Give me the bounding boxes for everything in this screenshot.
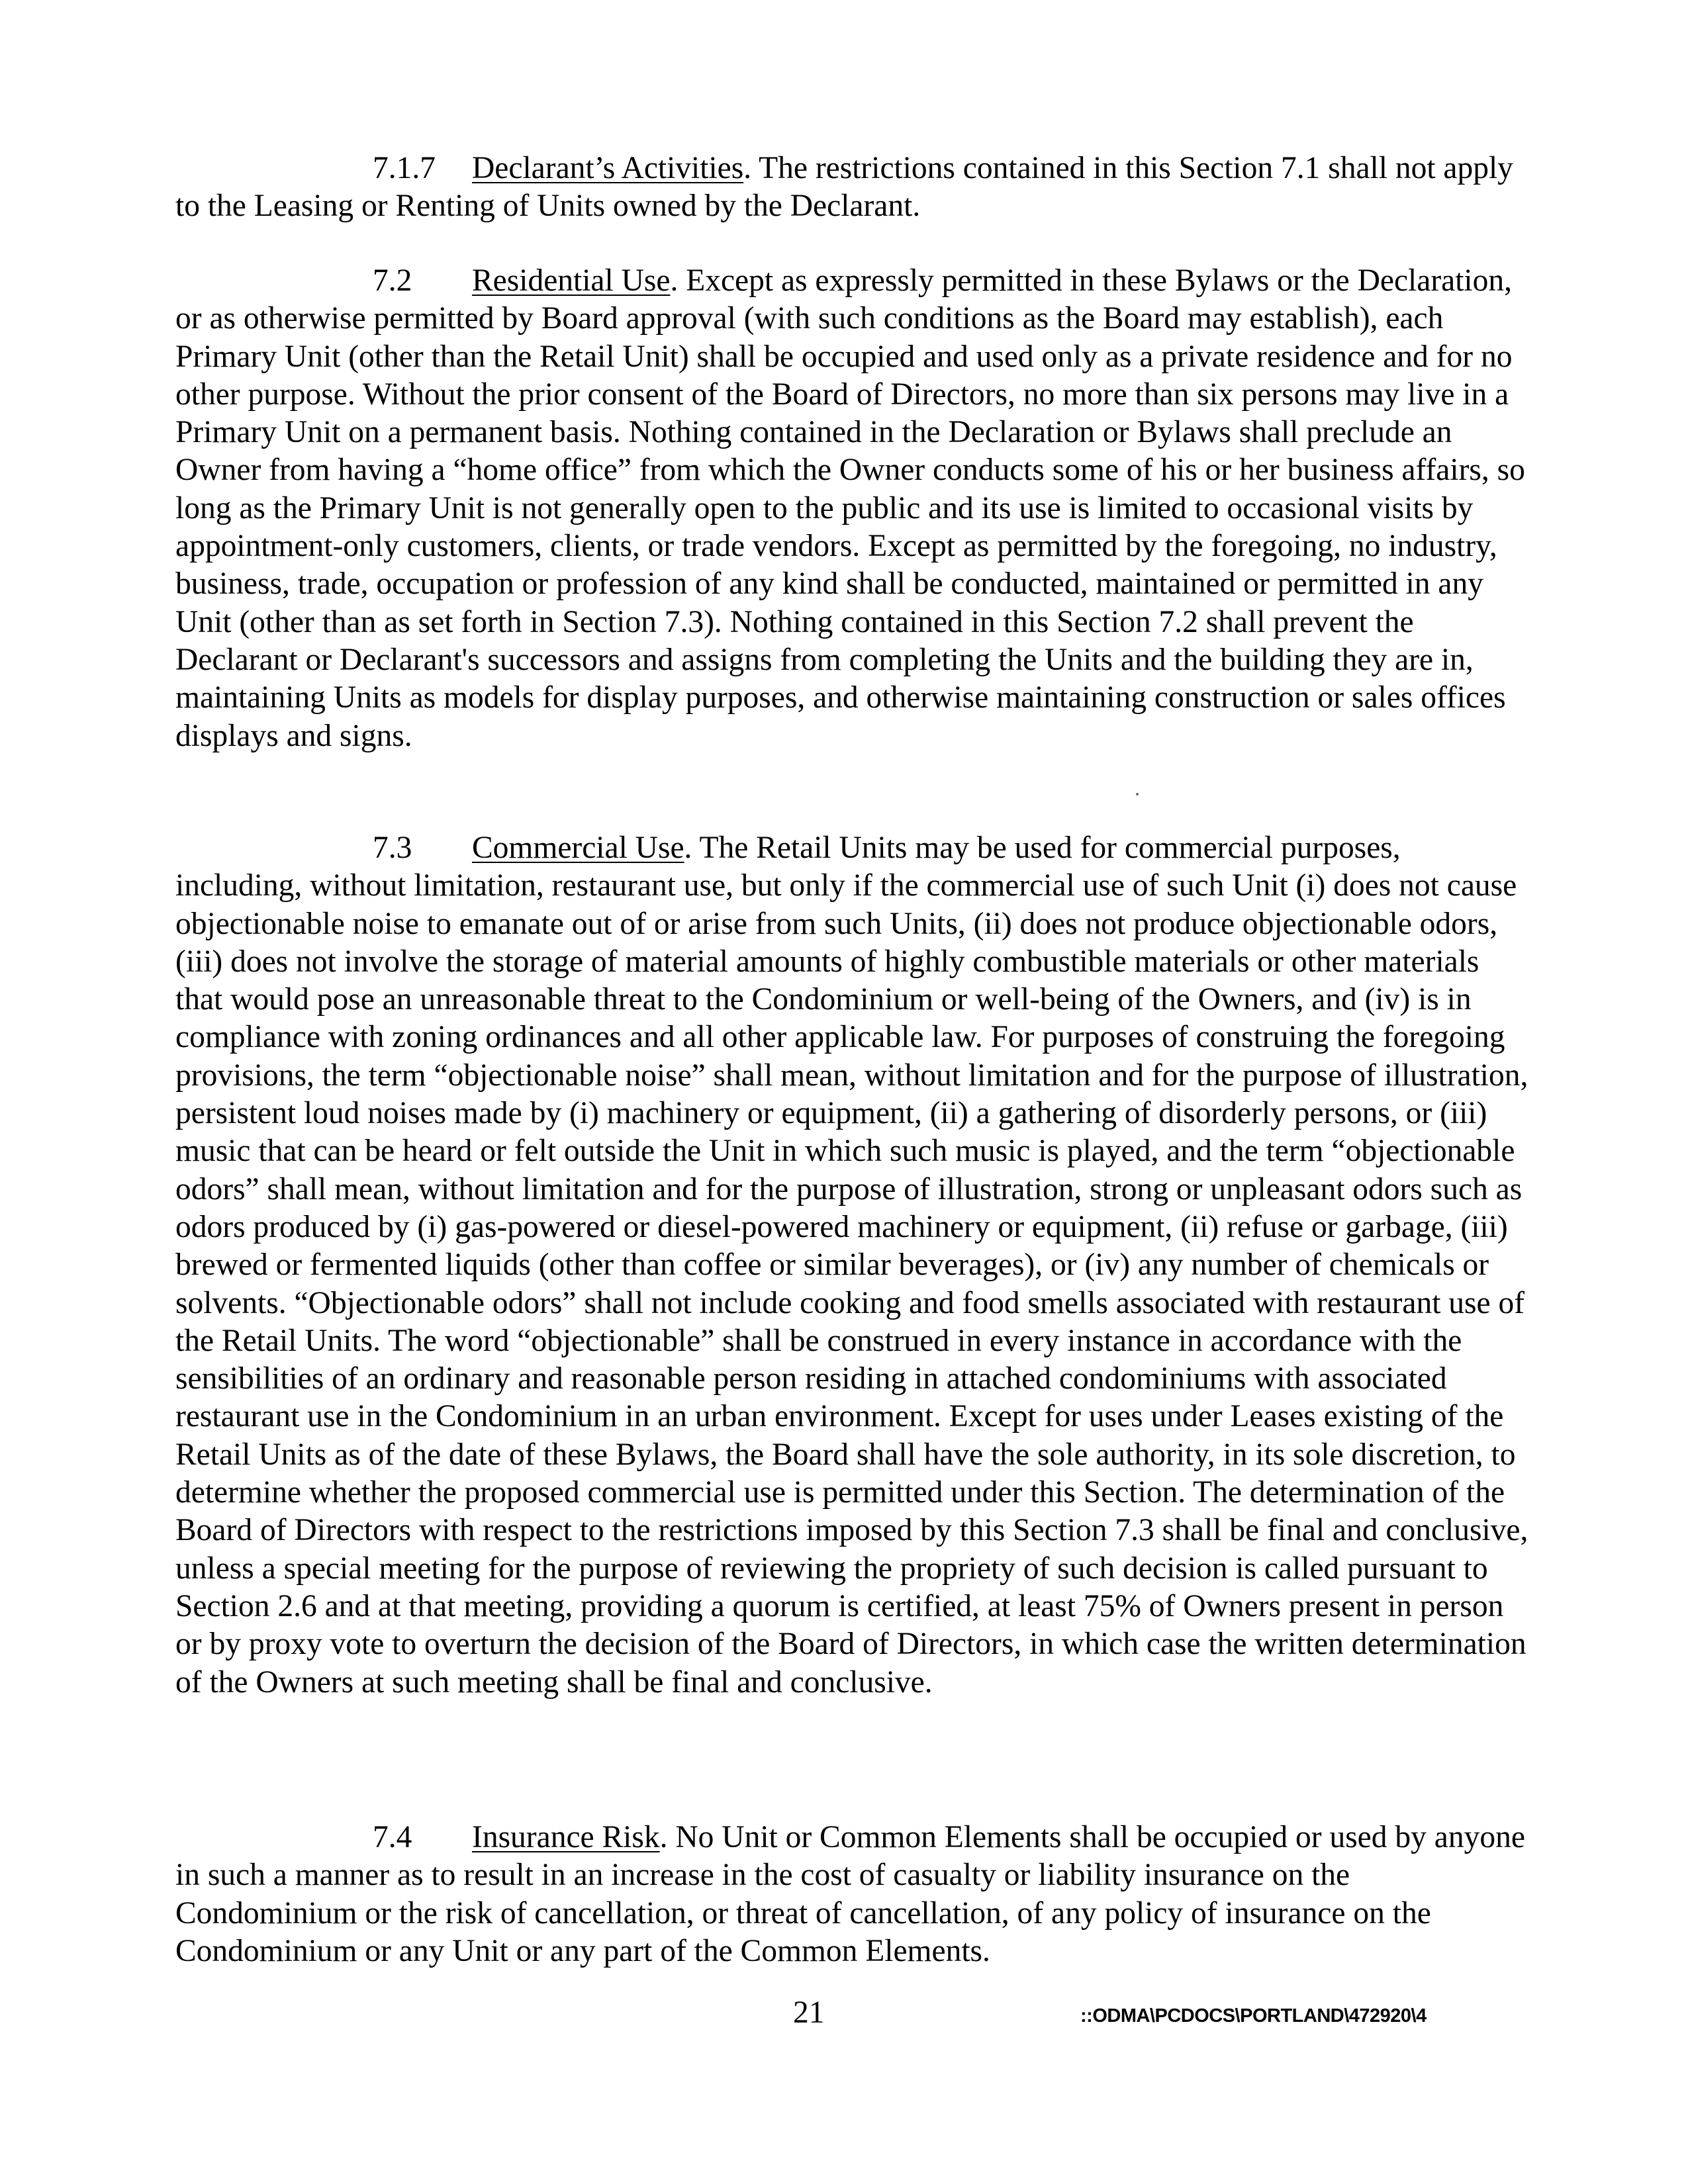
section-body: . Except as expressly permitted in these Bylaws or the Declaration, or as otherwise permitted by Board approval (with such conditions as the Board may establish), each Primary Unit (other than the Retail Unit) shall be occupied and used only as a private residence and for no other purpose. Without the prior consent of the Board of Directors, no more than six persons may live in a Primary Unit on a permanent basis. Nothing contained in the Declaration or Bylaws shall preclude an Owner from having a “home office” from which the Owner conducts some of his or her business affairs, so long as the Primary Unit is not generally open to the public and its use is limited to occasional visits by appointment-only customers, clients, or trade vendors. Except as permitted by the foregoing, no industry, business, trade, occupation or profession of any kind shall be conducted, maintained or permitted in any Unit (other than as set forth in Section 7.3). Nothing contained in this Section 7.2 shall prevent the Declarant or Declarant's successors and assigns from completing the Units and the building they are in, maintaining Units as models for display purposes, and otherwise maintaining construction or sales offices displays and signs. — [175, 263, 1525, 753]
section-heading: Residential Use — [472, 263, 671, 298]
section-7-3-paragraph — [175, 829, 1532, 1702]
page-number: 21 — [793, 1995, 825, 2030]
section-number: 7.3 — [373, 831, 412, 865]
section-body: . The restrictions contained in this Section 7.1 shall not apply to the Leasing or Renting of Units owned by the Declarant. — [175, 151, 1513, 224]
section-heading: Commercial Use — [472, 831, 684, 865]
scan-speck — [1136, 793, 1139, 796]
section-7-4-paragraph — [175, 1819, 1532, 1970]
section-7-1-7-paragraph — [175, 150, 1532, 226]
section-body: . No Unit or Common Elements shall be occupied or used by anyone in such a manner as to result in an increase in the cost of casualty or liability insurance on the Condominium or the risk of cancellation, or threat of cancellation, of any policy of insurance on the Condominium or any Unit or any part of the Common Elements. — [175, 1820, 1525, 1968]
section-number: 7.2 — [373, 263, 412, 298]
section-7-2-paragraph — [175, 262, 1532, 755]
section-number: 7.4 — [373, 1820, 412, 1854]
section-heading: Declarant’s Activities — [472, 151, 744, 185]
section-body: . The Retail Units may be used for commercial purposes, including, without limitation, restaurant use, but only if the commercial use of such Unit (i) does not cause objectionable noise to emanate out of or arise from such Units, (ii) does not produce objectionable odors, (iii) does not involve the storage of material amounts of highly combustible materials or other materials that would pose an unreasonable threat to the Condominium or well-being of the Owners, and (iv) is in compliance with zoning ordinances and all other applicable law. For purposes of construing the foregoing provisions, the term “objectionable noise” shall mean, without limitation and for the purpose of illustration, persistent loud noises made by (i) machinery or equipment, (ii) a gathering of disorderly persons, or (iii) music that can be heard or felt outside the Unit in which such music is played, and the term “objectionable odors” shall mean, without limitation and for the purpose of illustration, strong or unpleasant odors such as odors produced by (i) gas-powered or diesel-powered machinery or equipment, (ii) refuse or garbage, (iii) brewed or fermented liquids (other than coffee or similar beverages), or (iv) any number of chemicals or solvents. “Objectionable odors” shall not include cooking and food smells associated with restaurant use of the Retail Units. The word “objectionable” shall be construed in every instance in accordance with the sensibilities of an ordinary and reasonable person residing in attached condominiums with associated restaurant use in the Condominium in an urban environment. Except for uses under Leases existing of the Retail Units as of the date of these Bylaws, the Board shall have the sole authority, in its sole discretion, to determine whether the proposed commercial use is permitted under this Section. The determination of the Board of Directors with respect to the restrictions imposed by this Section 7.3 shall be final and conclusive, unless a special meeting for the purpose of reviewing the propriety of such decision is called pursuant to Section 2.6 and at that meeting, providing a quorum is certified, at least 75% of Owners present in person or by proxy vote to overturn the decision of the Board of Directors, in which case the written determination of the Owners at such meeting shall be final and conclusive. — [175, 831, 1528, 1700]
document-path: ::ODMA\PCDOCS\PORTLAND\472920\4 — [1080, 2005, 1427, 2026]
section-number: 7.1.7 — [373, 151, 436, 185]
section-heading: Insurance Risk — [472, 1820, 660, 1854]
